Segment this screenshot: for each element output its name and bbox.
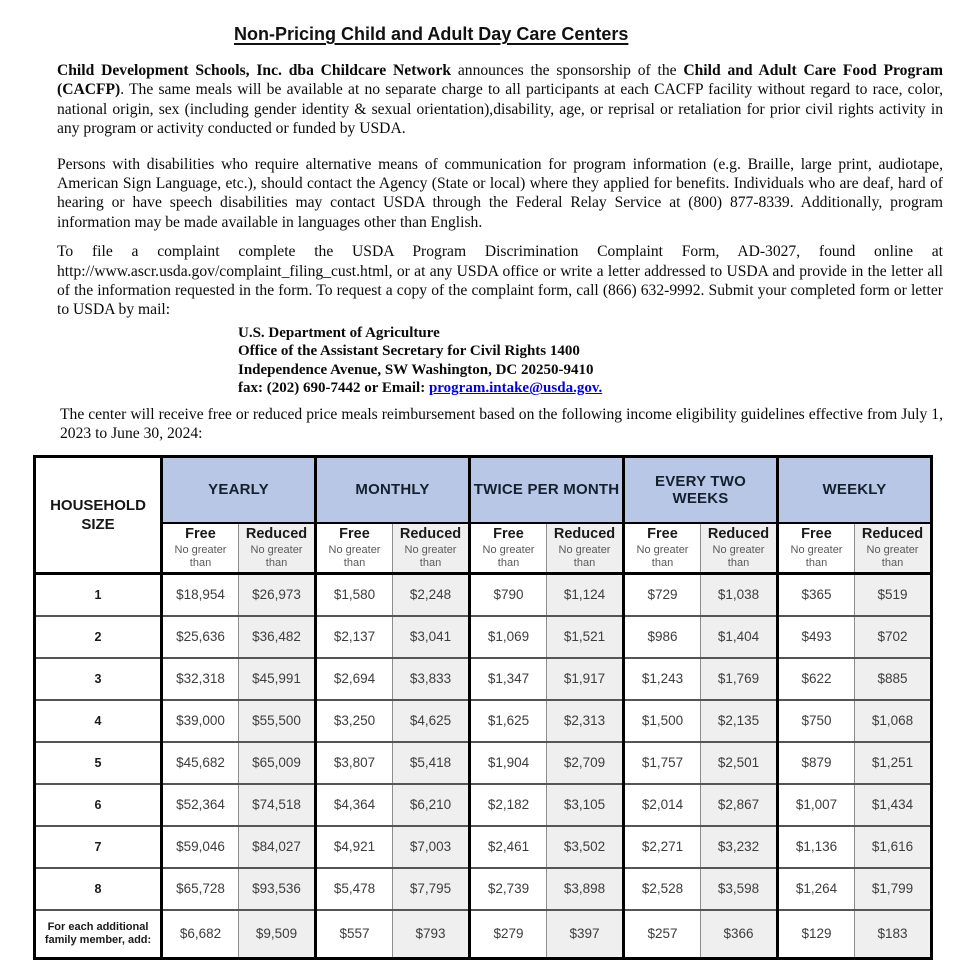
reduced-amount-cell: $9,509 [239, 910, 316, 959]
free-amount-cell: $25,636 [162, 616, 239, 658]
household-size-value: 1 [35, 573, 162, 616]
free-amount-cell: $1,625 [470, 700, 547, 742]
sub-header-row [35, 523, 932, 574]
no-greater-than-note: No greater than [174, 544, 227, 569]
table-row [35, 658, 932, 700]
reduced-amount-cell: $1,521 [547, 616, 624, 658]
page-title: Non-Pricing Child and Adult Day Care Centers [234, 24, 629, 44]
reduced-amount-cell: $5,418 [393, 742, 470, 784]
free-amount-cell: $257 [624, 910, 701, 959]
table-row [35, 742, 932, 784]
free-amount-cell: $2,694 [316, 658, 393, 700]
reduced-amount-cell: $26,973 [239, 573, 316, 616]
reduced-amount-cell: $2,501 [701, 742, 778, 784]
reduced-amount-cell: $93,536 [239, 868, 316, 910]
reduced-amount-cell: $793 [393, 910, 470, 959]
reduced-amount-cell: $84,027 [239, 826, 316, 868]
no-greater-than-note: No greater than [866, 544, 919, 569]
group-header-weekly: WEEKLY [778, 456, 932, 523]
no-greater-than-note: No greater than [558, 544, 611, 569]
table-row [35, 910, 932, 959]
table-row [35, 616, 932, 658]
household-label-line1: HOUSEHOLD [50, 496, 146, 514]
reduced-amount-cell: $45,991 [239, 658, 316, 700]
free-amount-cell: $2,461 [470, 826, 547, 868]
no-greater-than-note: No greater than [482, 544, 535, 569]
reduced-amount-cell: $1,434 [855, 784, 932, 826]
free-amount-cell: $4,364 [316, 784, 393, 826]
reduced-amount-cell: $4,625 [393, 700, 470, 742]
free-amount-cell: $622 [778, 658, 855, 700]
table-row [35, 826, 932, 868]
reduced-amount-cell: $7,795 [393, 868, 470, 910]
no-greater-than-note: No greater than [790, 544, 843, 569]
free-amount-cell: $1,757 [624, 742, 701, 784]
no-greater-than-note: No greater than [328, 544, 381, 569]
intro-text-2: . The same meals will be available at no separate charge to all participants at each CACFP facility without regard to race, color, national origin, sex (including gender identity & sexual orientation),disability, age, or reprisal or retaliation for prior civil rights activity in any program or activity conducted or funded by USDA. [57, 81, 943, 138]
sub-header-free-weekly [778, 523, 855, 574]
household-size-value: 4 [35, 700, 162, 742]
reduced-amount-cell: $1,769 [701, 658, 778, 700]
reduced-amount-cell: $74,518 [239, 784, 316, 826]
free-amount-cell: $1,580 [316, 573, 393, 616]
free-amount-cell: $557 [316, 910, 393, 959]
reduced-amount-cell: $183 [855, 910, 932, 959]
household-size-value: 8 [35, 868, 162, 910]
sub-header-free-yearly [162, 523, 239, 574]
reduced-amount-cell: $2,709 [547, 742, 624, 784]
free-amount-cell: $2,014 [624, 784, 701, 826]
group-header-yearly: YEARLY [162, 456, 316, 523]
free-amount-cell: $879 [778, 742, 855, 784]
table-row [35, 573, 932, 616]
free-amount-cell: $32,318 [162, 658, 239, 700]
reduced-amount-cell: $2,313 [547, 700, 624, 742]
free-amount-cell: $39,000 [162, 700, 239, 742]
household-size-value: 3 [35, 658, 162, 700]
no-greater-than-note: No greater than [712, 544, 765, 569]
address-line-2: Office of the Assistant Secretary for Civil Rights 1400 [238, 343, 580, 360]
reduced-amount-cell: $1,068 [855, 700, 932, 742]
household-size-value: 7 [35, 826, 162, 868]
free-amount-cell: $279 [470, 910, 547, 959]
reduced-amount-cell: $3,598 [701, 868, 778, 910]
reduced-amount-cell: $6,210 [393, 784, 470, 826]
reduced-amount-cell: $7,003 [393, 826, 470, 868]
sub-header-free-monthly [316, 523, 393, 574]
address-block [238, 324, 974, 398]
reduced-label: Reduced [399, 526, 462, 543]
reduced-amount-cell: $1,038 [701, 573, 778, 616]
free-amount-cell: $65,728 [162, 868, 239, 910]
table-row [35, 784, 932, 826]
address-line-4 [238, 379, 974, 398]
household-size-value: 2 [35, 616, 162, 658]
household-label-line2: SIZE [81, 515, 115, 533]
reduced-label: Reduced [553, 526, 616, 543]
reduced-amount-cell: $1,616 [855, 826, 932, 868]
eligibility-intro: The center will receive free or reduced price meals reimbursement based on the following income eligibility guidelines effective from July 1, 2023 to June 30, 2024: [60, 405, 943, 443]
reduced-amount-cell: $1,799 [855, 868, 932, 910]
free-amount-cell: $1,243 [624, 658, 701, 700]
free-label: Free [801, 526, 832, 543]
address-line-3: Independence Avenue, SW Washington, DC 20250-9410 [238, 361, 594, 378]
free-amount-cell: $2,739 [470, 868, 547, 910]
intro-paragraph [57, 61, 943, 139]
reduced-amount-cell: $3,502 [547, 826, 624, 868]
reduced-amount-cell: $702 [855, 616, 932, 658]
group-header-twice-per-month: TWICE PER MONTH [470, 456, 624, 523]
no-greater-than-note: No greater than [250, 544, 303, 569]
free-amount-cell: $365 [778, 573, 855, 616]
sub-header-free-twice-per-month [470, 523, 547, 574]
free-label: Free [493, 526, 524, 543]
free-amount-cell: $45,682 [162, 742, 239, 784]
group-header-monthly: MONTHLY [316, 456, 470, 523]
reduced-amount-cell: $2,248 [393, 573, 470, 616]
free-amount-cell: $18,954 [162, 573, 239, 616]
table-body [35, 573, 932, 958]
reduced-amount-cell: $65,009 [239, 742, 316, 784]
reduced-amount-cell: $2,135 [701, 700, 778, 742]
no-greater-than-note: No greater than [404, 544, 457, 569]
reduced-amount-cell: $1,251 [855, 742, 932, 784]
household-size-value: 6 [35, 784, 162, 826]
reduced-amount-cell: $3,232 [701, 826, 778, 868]
free-amount-cell: $1,904 [470, 742, 547, 784]
free-amount-cell: $59,046 [162, 826, 239, 868]
free-amount-cell: $3,807 [316, 742, 393, 784]
sub-header-reduced-every-two-weeks [701, 523, 778, 574]
free-amount-cell: $2,528 [624, 868, 701, 910]
free-amount-cell: $6,682 [162, 910, 239, 959]
free-amount-cell: $790 [470, 573, 547, 616]
free-amount-cell: $750 [778, 700, 855, 742]
free-amount-cell: $2,182 [470, 784, 547, 826]
free-amount-cell: $1,069 [470, 616, 547, 658]
sub-header-reduced-weekly [855, 523, 932, 574]
reduced-amount-cell: $1,124 [547, 573, 624, 616]
sub-header-reduced-twice-per-month [547, 523, 624, 574]
free-amount-cell: $1,347 [470, 658, 547, 700]
group-header-row [35, 456, 932, 523]
reduced-amount-cell: $885 [855, 658, 932, 700]
free-amount-cell: $129 [778, 910, 855, 959]
fax-email-label: fax: (202) 690-7442 or Email: [238, 380, 429, 397]
sub-header-reduced-monthly [393, 523, 470, 574]
free-amount-cell: $1,500 [624, 700, 701, 742]
reduced-amount-cell: $397 [547, 910, 624, 959]
reduced-label: Reduced [707, 526, 770, 543]
reduced-label: Reduced [245, 526, 308, 543]
free-amount-cell: $52,364 [162, 784, 239, 826]
reduced-amount-cell: $3,898 [547, 868, 624, 910]
free-amount-cell: $986 [624, 616, 701, 658]
no-greater-than-note: No greater than [636, 544, 689, 569]
reduced-amount-cell: $1,404 [701, 616, 778, 658]
table-row [35, 700, 932, 742]
free-amount-cell: $5,478 [316, 868, 393, 910]
free-amount-cell: $1,007 [778, 784, 855, 826]
free-label: Free [339, 526, 370, 543]
free-amount-cell: $1,264 [778, 868, 855, 910]
free-amount-cell: $729 [624, 573, 701, 616]
free-amount-cell: $2,137 [316, 616, 393, 658]
household-size-header [35, 456, 162, 573]
household-size-value: 5 [35, 742, 162, 784]
free-amount-cell: $1,136 [778, 826, 855, 868]
reduced-amount-cell: $2,867 [701, 784, 778, 826]
sub-header-reduced-yearly [239, 523, 316, 574]
reduced-amount-cell: $3,833 [393, 658, 470, 700]
intro-text-1: announces the sponsorship of the [451, 62, 684, 79]
reduced-amount-cell: $519 [855, 573, 932, 616]
group-header-every-two-weeks: EVERY TWO WEEKS [624, 456, 778, 523]
table-row [35, 868, 932, 910]
accessibility-paragraph: Persons with disabilities who require alternative means of communication for program information (e.g. Braille, large print, audiotape, American Sign Language, etc.), should contact the Agency (State or local) where they applied for benefits. Individuals who are deaf, hard of hearing or have speech disabilities may contact USDA through the Federal Relay Service at (800) 877-8339. Additionally, program information may be made available in languages other than English. [57, 155, 943, 231]
free-amount-cell: $4,921 [316, 826, 393, 868]
reduced-label: Reduced [861, 526, 924, 543]
program-name-bold: Child and Adult Care Food Program (CACFP) [57, 62, 943, 99]
reduced-amount-cell: $55,500 [239, 700, 316, 742]
free-amount-cell: $493 [778, 616, 855, 658]
reduced-amount-cell: $366 [701, 910, 778, 959]
address-line-1: U.S. Department of Agriculture [238, 324, 440, 341]
org-name-bold: Child Development Schools, Inc. dba Childcare Network [57, 62, 452, 79]
free-label: Free [647, 526, 678, 543]
reduced-amount-cell: $3,041 [393, 616, 470, 658]
income-eligibility-table [33, 455, 933, 960]
complaint-paragraph: To file a complaint complete the USDA Program Discrimination Complaint Form, AD-3027, found online at http://www.ascr.usda.gov/complaint_filing_cust.html, or at any USDA office or write a letter addressed to USDA and provide in the letter all of the information requested in the form. To request a copy of the complaint form, call (866) 632-9992. Submit your completed form or letter to USDA by mail: [57, 243, 943, 319]
reduced-amount-cell: $1,917 [547, 658, 624, 700]
sub-header-free-every-two-weeks [624, 523, 701, 574]
free-amount-cell: $3,250 [316, 700, 393, 742]
free-amount-cell: $2,271 [624, 826, 701, 868]
reduced-amount-cell: $3,105 [547, 784, 624, 826]
household-size-value: For each additional family member, add: [35, 910, 162, 959]
free-label: Free [185, 526, 216, 543]
reduced-amount-cell: $36,482 [239, 616, 316, 658]
email-link[interactable]: program.intake@usda.gov. [428, 380, 603, 397]
